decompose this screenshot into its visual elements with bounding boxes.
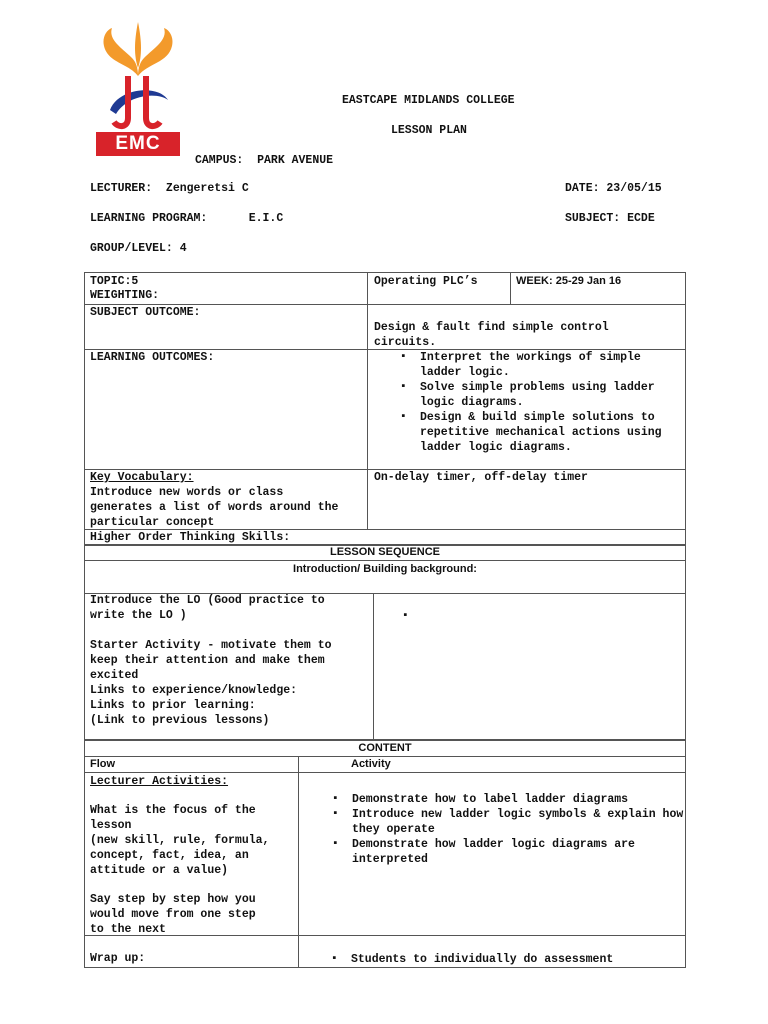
lecturer-activity-list [328,792,684,867]
lecturer-activities-label: Lecturer Activities: [90,775,229,788]
intro-heading: Introduction/ Building background: [293,563,477,575]
lecturer-line: to the next [90,923,166,936]
intro-line: Starter Activity - motivate them to [90,639,332,652]
learning-outcome-item: ▪ Solve simple problems using ladder logic diagrams. [396,380,684,410]
campus-line: CAMPUS: PARK AVENUE [195,154,334,167]
learning-outcomes-label: LEARNING OUTCOMES: [90,351,215,364]
learning-outcome-item: ▪ Interpret the workings of simple ladder logic. [396,350,684,380]
content-title: CONTENT [358,742,412,754]
wrap-up-list [327,952,683,967]
subject-outcome-label: SUBJECT OUTCOME: [90,306,201,319]
key-vocabulary-value: On-delay timer, off-delay timer [374,471,588,484]
lecturer-line: concept, fact, idea, an [90,849,249,862]
week-value: WEEK: 25-29 Jan 16 [516,275,622,287]
intro-line: Introduce the LO (Good practice to [90,594,325,607]
topic-label: TOPIC:5 [90,275,139,288]
learning-program-line: LEARNING PROGRAM: E.I.C [90,212,284,225]
intro-line: keep their attention and make them [90,654,325,667]
topic-value: Operating PLC’s [374,275,478,288]
lecturer-line: would move from one step [90,908,256,921]
intro-left-text [90,593,370,728]
lecturer-line: What is the focus of the [90,804,256,817]
lesson-sequence-title: LESSON SEQUENCE [329,546,441,558]
intro-line: excited [90,669,139,682]
wrap-up-item: ▪ Students to individually do assessment [327,952,683,967]
intro-line: Links to experience/knowledge: [90,684,298,697]
learning-outcomes-list [396,350,684,455]
intro-line: (Link to previous lessons) [90,714,270,727]
key-vocabulary-label: Key Vocabulary: [90,471,194,484]
learning-outcome-item: ▪ Design & build simple solutions to repetitive mechanical actions using ladder logic diagrams. [396,410,684,455]
key-vocabulary-description: Introduce new words or class generates a list of words around the particular concept [90,486,339,529]
lecturer-line: attitude or a value) [90,864,229,877]
weighting-label: WEIGHTING: [90,289,160,302]
lecturer-activities-text [90,803,295,937]
college-name: EASTCAPE MIDLANDS COLLEGE [342,94,515,107]
document-title: LESSON PLAN [391,124,467,137]
intro-line: write the LO ) [90,609,187,622]
lecturer-activity-item: ▪ Demonstrate how ladder logic diagrams are interpreted [328,837,684,867]
subject-line: SUBJECT: ECDE [565,212,655,225]
lecturer-activity-item: ▪ Introduce new ladder logic symbols & explain how they operate [328,807,684,837]
subject-outcome-value: Design & fault find simple control circuits. [374,321,609,349]
wrap-up-label: Wrap up: [90,952,146,965]
lecturer-line: Say step by step how you [90,893,256,906]
date-line: DATE: 23/05/15 [565,182,662,195]
lecturer-activity-item: ▪ Demonstrate how to label ladder diagrams [328,792,684,807]
intro-line: Links to prior learning: [90,699,256,712]
logo-text: EMC [115,133,161,154]
group-level-line: GROUP/LEVEL: 4 [90,242,187,255]
hots-label: Higher Order Thinking Skills: [90,531,291,544]
flow-header: Flow [90,758,116,770]
activity-header: Activity [351,758,391,770]
lecturer-line: lesson [90,819,132,832]
lecturer-line: LECTURER: Zengeretsi C [90,182,249,195]
lecturer-line: (new skill, rule, formula, [90,834,270,847]
college-logo [88,18,188,158]
